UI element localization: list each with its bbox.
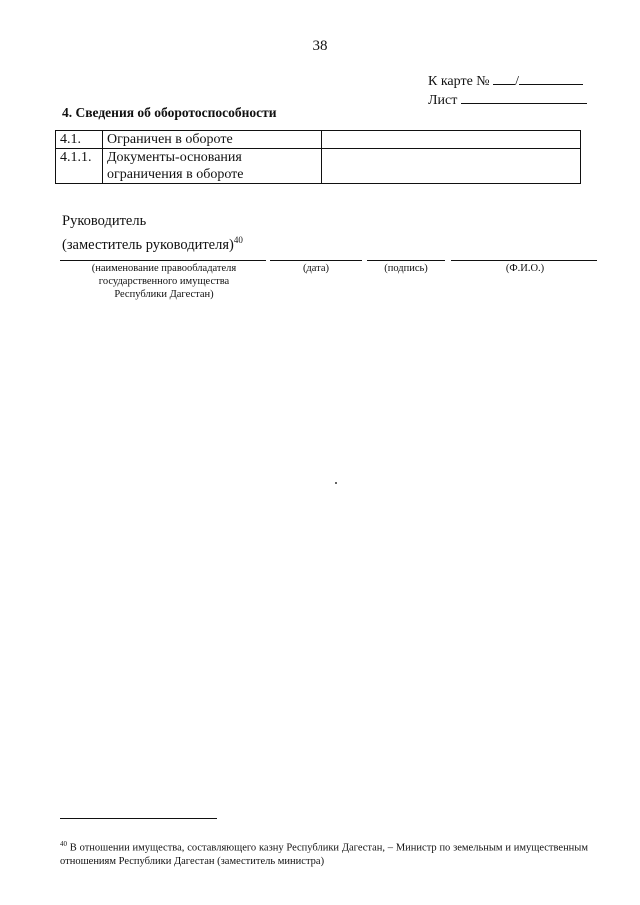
holder-name-caption: (наименование правообладателя государственного имущества Республики Дагестан): [91, 263, 237, 300]
footnote-text: В отношении имущества, составляющего казну Республики Дагестан, – Министр по земельным и имущественным отношениям Республики Дагестан (заместитель министра): [60, 842, 589, 867]
signature-caption: (подпись): [384, 263, 428, 274]
scan-speck: [335, 482, 337, 484]
footnote-marker: 40: [60, 840, 67, 848]
card-reference: [428, 72, 587, 110]
row-number: 4.1.1.: [56, 149, 103, 184]
footnote-reference: 40: [233, 235, 243, 245]
card-number-blank[interactable]: [493, 72, 515, 85]
fio-line[interactable]: [451, 260, 597, 261]
card-subnumber-blank[interactable]: [519, 72, 583, 85]
turnover-table: [55, 130, 581, 184]
signatory-title-line1: Руководитель: [62, 213, 147, 229]
row-value-cell[interactable]: [322, 149, 581, 184]
fio-caption: (Ф.И.О.): [505, 263, 545, 274]
date-caption: (дата): [302, 263, 330, 274]
footnote: [60, 838, 588, 868]
page-number: 38: [312, 38, 328, 54]
sheet-label: Лист: [428, 93, 458, 108]
section-title: 4. Сведения об оборотоспособности: [62, 105, 277, 120]
row-label: Документы-основания ограничения в обороте: [103, 149, 322, 184]
date-line[interactable]: [270, 260, 362, 261]
table-row: [56, 131, 581, 149]
footnote-divider: [60, 818, 217, 819]
card-number-separator: /: [515, 74, 520, 89]
signatory-title: [62, 212, 243, 255]
sheet-number-blank[interactable]: [461, 91, 587, 104]
row-value-cell[interactable]: [322, 131, 581, 149]
table-row: [56, 149, 581, 184]
signature-line[interactable]: [367, 260, 445, 261]
row-number: 4.1.: [56, 131, 103, 149]
holder-name-line[interactable]: [60, 260, 266, 261]
row-label: Ограничен в обороте: [103, 131, 322, 149]
signatory-title-line2: (заместитель руководителя): [62, 236, 234, 253]
card-number-label: К карте №: [428, 74, 490, 89]
